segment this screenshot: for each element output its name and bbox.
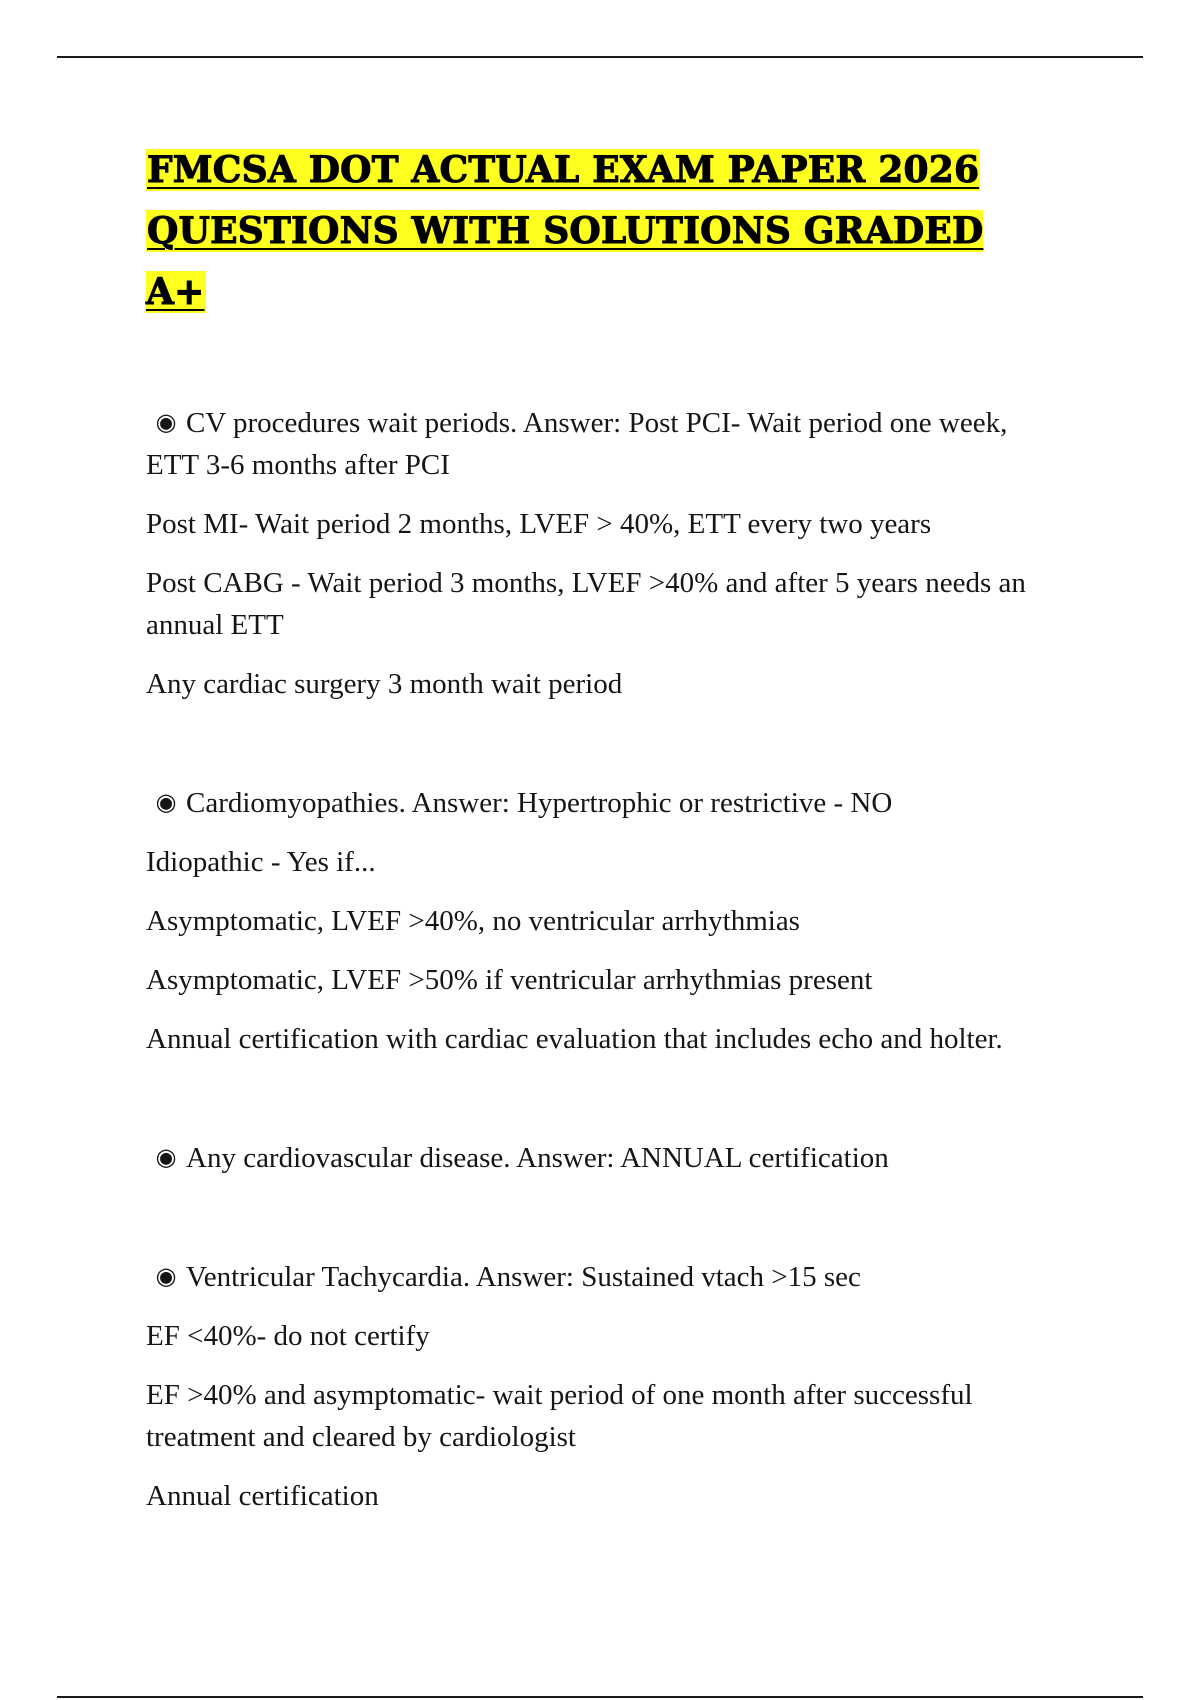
question-lead bbox=[146, 781, 1046, 824]
title-line-1: FMCSA DOT ACTUAL EXAM PAPER 2026 bbox=[147, 149, 980, 191]
question-item bbox=[146, 1255, 1046, 1517]
answer-detail: Post MI- Wait period 2 months, LVEF > 40%, ETT every two years bbox=[146, 508, 932, 540]
answer-detail: Annual certification with cardiac evaluation that includes echo and holter. bbox=[146, 1023, 1003, 1055]
question-text: Cardiomyopathies. Answer: Hypertrophic or restrictive - NO bbox=[186, 787, 893, 819]
document-body bbox=[146, 140, 1046, 1517]
question-list bbox=[146, 401, 1046, 1517]
radio-bullet-icon: ◉ bbox=[155, 1262, 177, 1290]
answer-detail: Any cardiac surgery 3 month wait period bbox=[146, 668, 623, 700]
answer-detail: EF <40%- do not certify bbox=[146, 1320, 430, 1352]
question-text: CV procedures wait periods. Answer: Post PCI- Wait period one week, ETT 3-6 months after PCI bbox=[146, 407, 1008, 481]
question-item bbox=[146, 401, 1046, 705]
bottom-rule bbox=[57, 1696, 1143, 1698]
answer-detail: Annual certification bbox=[146, 1480, 379, 1512]
question-lead bbox=[146, 401, 1046, 486]
top-rule bbox=[57, 56, 1143, 58]
question-lead bbox=[146, 1136, 1046, 1179]
radio-bullet-icon: ◉ bbox=[155, 788, 177, 816]
answer-detail: Asymptomatic, LVEF >50% if ventricular arrhythmias present bbox=[146, 964, 873, 996]
document-title bbox=[146, 140, 1046, 323]
answer-detail: EF >40% and asymptomatic- wait period of one month after successful treatment and cleared by cardiologist bbox=[146, 1379, 973, 1453]
title-line-2: QUESTIONS WITH SOLUTIONS GRADED A+ bbox=[146, 210, 984, 313]
radio-bullet-icon: ◉ bbox=[155, 408, 177, 436]
question-item bbox=[146, 1136, 1046, 1179]
answer-detail: Asymptomatic, LVEF >40%, no ventricular arrhythmias bbox=[146, 905, 800, 937]
question-lead bbox=[146, 1255, 1046, 1298]
question-text: Ventricular Tachycardia. Answer: Sustained vtach >15 sec bbox=[186, 1261, 861, 1293]
question-text: Any cardiovascular disease. Answer: ANNUAL certification bbox=[186, 1142, 889, 1174]
answer-detail: Idiopathic - Yes if... bbox=[146, 846, 376, 878]
answer-detail: Post CABG - Wait period 3 months, LVEF >40% and after 5 years needs an annual ETT bbox=[146, 567, 1026, 641]
question-item bbox=[146, 781, 1046, 1060]
radio-bullet-icon: ◉ bbox=[155, 1143, 177, 1171]
